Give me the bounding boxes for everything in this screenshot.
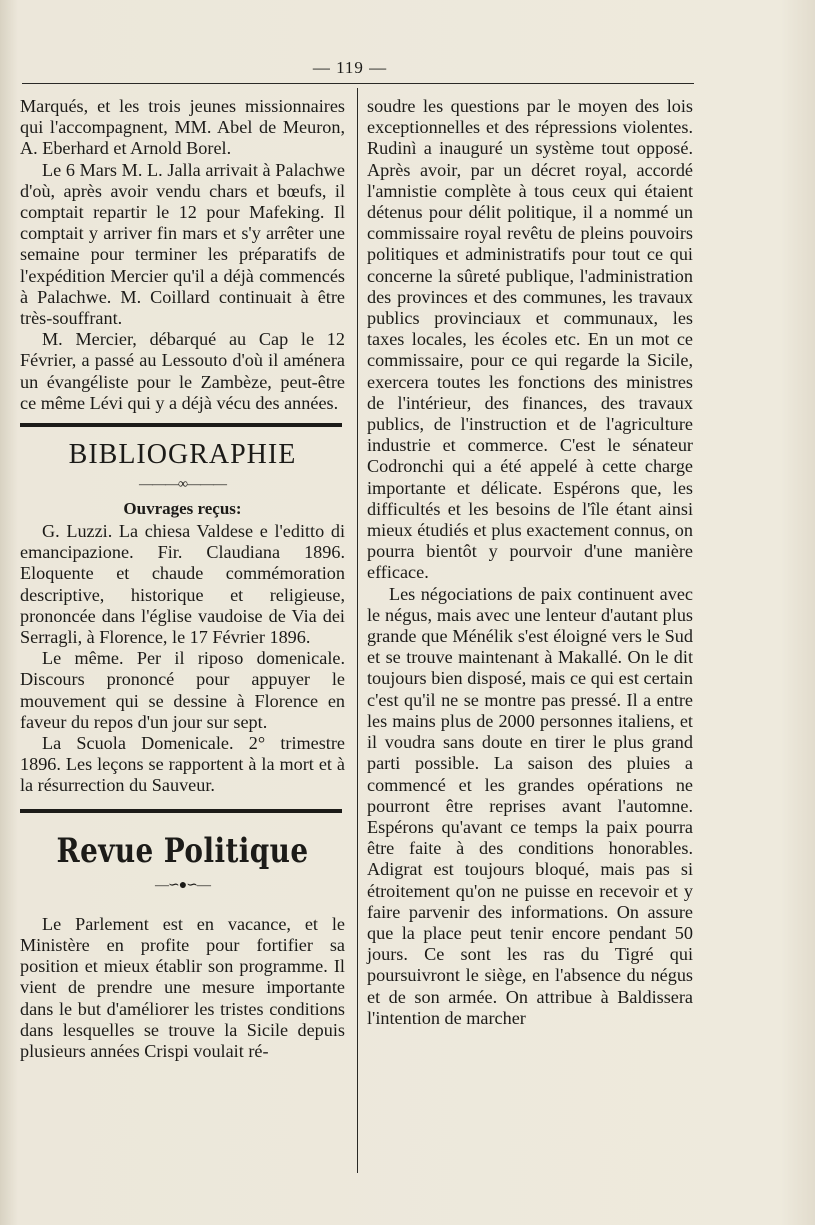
section-separator-rule bbox=[20, 423, 342, 427]
bibliography-entry-3: La Scuola Domenicale. 2° trimestre 1896. Les leçons se rapportent à la mort et à la résurrection du Sauveur. bbox=[20, 733, 345, 796]
politics-title: Revue Politique bbox=[56, 830, 309, 871]
right-column bbox=[367, 96, 693, 1029]
politics-paragraph-3: Les négociations de paix continuent avec le négus, mais avec une lenteur d'autant plus grande que Ménélik s'est éloigné vers le Sud et se trouve maintenant à Makallé. On le dit toujours bien disposé, mais ce qui est certain c'est qu'il ne se montre pas pressé. Il a entre les mains plus de 2000 personnes italiens, et il voudra sans doute en tirer le plus grand parti possible. La saison des pluies a commencé et les grandes opérations ne pourront être reprises avant l'automne. Espérons qu'avant ce temps la paix pourra être faite à des conditions honorables. Adigrat est toujours bloqué, mais pas si étroitement qu'on ne puisse en recevoir et y faire parvenir des informations. On assure que la place peut tenir encore pendant 50 jours. Ce sont les ras du Tigré qui poursuivront le siège, en l'absence du négus et de son armée. On attribue à Baldissera l'intention de marcher bbox=[367, 583, 693, 1028]
mission-paragraph-1: Marqués, et les trois jeunes missionnaires qui l'accompagnent, MM. Abel de Meuron, A. Eberhard et Arnold Borel. bbox=[20, 96, 345, 159]
page-number: — 119 — bbox=[312, 58, 388, 77]
politics-paragraph-2: soudre les questions par le moyen des lois exceptionnelles et des répressions violentes. Rudinì a inauguré un système tout opposé. Après avoir, par un décret royal, accordé l'amnistie complète à tous ceux qui étaient détenus pour délit politique, il a nommé un commissaire royal revêtu de pleins pouvoirs politiques et administratifs pour tout ce qui concerne la sûreté publique, l'administration des provinces et des communes, les travaux publics provinciaux et communaux, les taxes locales, les écoles etc. En un mot ce commissaire, pour ce qui regarde la Sicile, exercera toutes les fonctions des ministres de l'intérieur, des finances, des travaux publics, de l'instruction et de l'agriculture industrie et commerce. C'est le sénateur Codronchi qui a été appelé à cette charge importante et délicate. Espérons que, les difficultés et les besoins de l'île étant ainsi mieux étudiés et plus exactement connus, on pourra bientôt y pourvoir d'une manière efficace. bbox=[367, 96, 693, 583]
bibliography-entry-1: G. Luzzi. La chiesa Valdese e l'editto di emancipazione. Fir. Claudiana 1896. Eloquente et chaude commémoration descriptive, historique et religieuse, prononcée dans l'église vaudoise de Via dei Serragli, à Florence, le 17 Février 1896. bbox=[20, 521, 345, 648]
mission-paragraph-2: Le 6 Mars M. L. Jalla arrivait à Palachwe d'où, après avoir vendu chars et bœufs, il comptait repartir le 12 pour Mafeking. Il comptait y arriver fin mars et s'y arrêter une semaine pour terminer les préparatifs de l'expédition Mercier qu'il a déjà commencés à Palachwe. M. Coillard continuait à être très-souffrant. bbox=[20, 159, 345, 329]
bibliography-title: BIBLIOGRAPHIE bbox=[68, 439, 297, 471]
politics-paragraph-1: Le Parlement est en vacance, et le Ministère en profite pour fortifier sa position et mieux établir son programme. Il vient de prendre une mesure importante dans le but d'améliorer les tristes conditions dans lesquelles se trouve la Sicile depuis plusieurs années Crispi voulait ré- bbox=[20, 913, 345, 1061]
politics-ornament: —∽●∽— bbox=[155, 877, 210, 893]
bibliography-entry-2: Le même. Per il riposo domenicale. Discours prononcé pour appuyer le mouvement qui se dessine à Florence en faveur du repos d'un jour sur sept. bbox=[20, 648, 345, 732]
mission-paragraph-3: M. Mercier, débarqué au Cap le 12 Février, a passé au Lessouto d'où il aménera un évangéliste pour le Zambèze, peut-être ce même Lévi qui y a déjà vécu des années. bbox=[20, 329, 345, 413]
column-divider bbox=[357, 88, 358, 1173]
bibliography-subheading: Ouvrages reçus: bbox=[123, 499, 242, 519]
section-separator-rule-2 bbox=[20, 809, 342, 813]
header-rule bbox=[22, 83, 694, 84]
left-column bbox=[20, 96, 345, 1062]
bibliography-ornament: ———∞——— bbox=[139, 477, 226, 493]
